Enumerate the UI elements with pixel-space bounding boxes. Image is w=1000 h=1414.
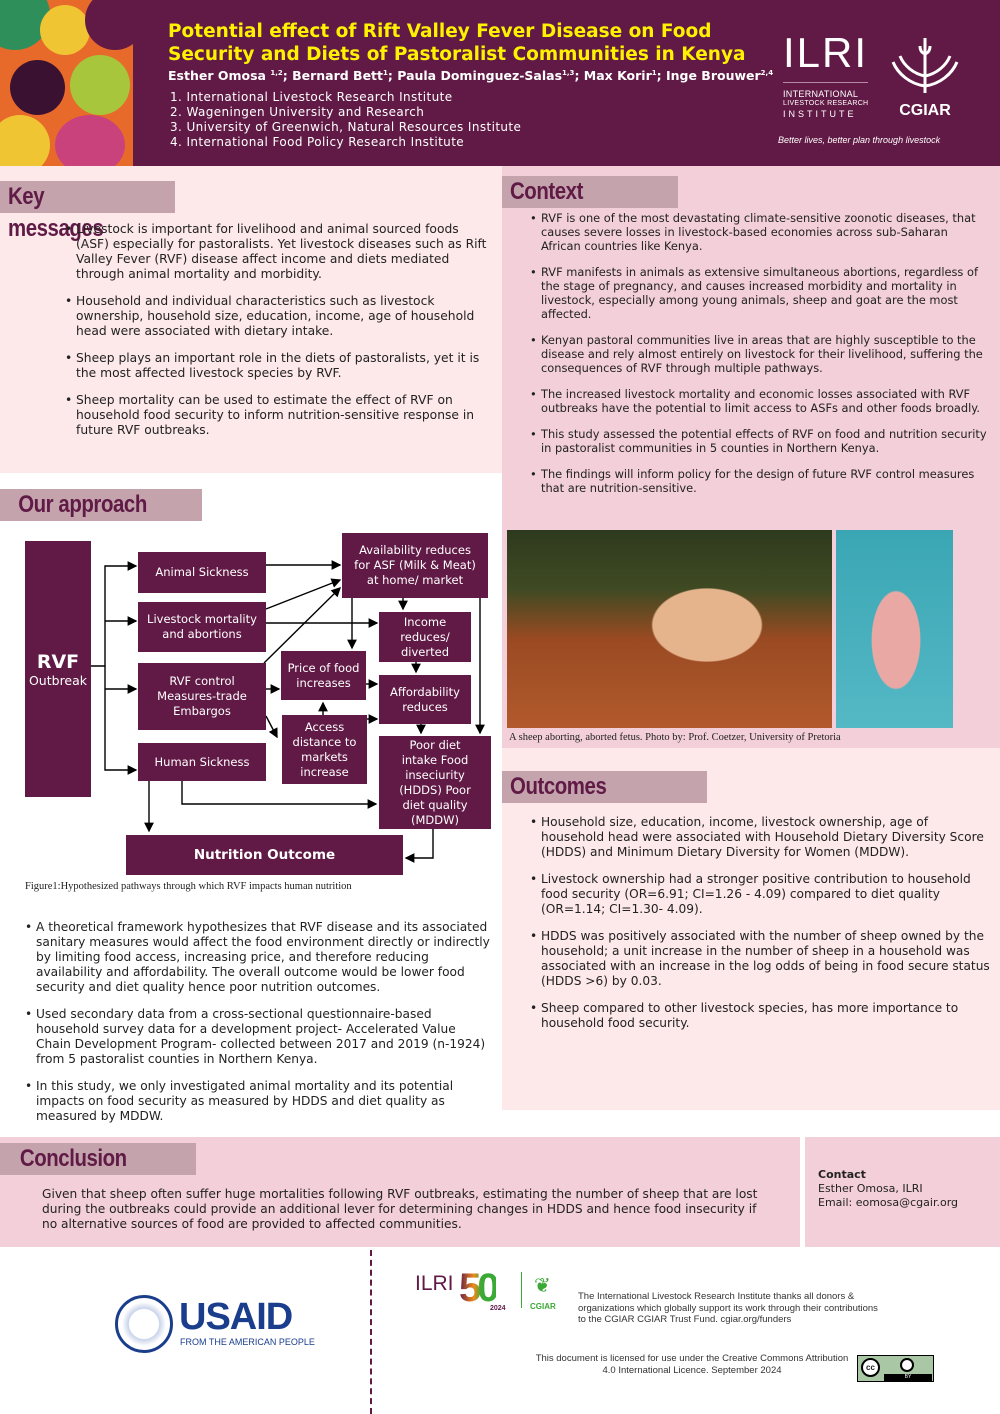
author-sup: 1: [383, 68, 388, 77]
ilri-sub: INTERNATIONAL: [783, 89, 859, 99]
rvf-outbreak-box: [25, 541, 91, 797]
author: ; Paula Dominguez-Salas: [387, 68, 563, 83]
bullet: • Livestock ownership had a stronger positive contribution to household food security (OR=6.91; CI=1.26 - 4.09) compared to diet quality (OR=1.14; CI=1.30- 4.09).: [530, 872, 990, 917]
availability-box: Availability reduces for ASF (Milk & Meat) at home/ market: [342, 533, 488, 598]
thanks-text: The International Livestock Research Institute thanks all donors & organizations which globally support its work through their contributions to the CGIAR CGIAR Trust Fund. cgiar.org/funders: [578, 1291, 878, 1325]
bullet: • The findings will inform policy for the design of future RVF control measures that are nutrition-sensitive.: [530, 467, 990, 495]
poster-title: Potential effect of Rift Valley Fever Disease on Food Security and Diets of Pastoralist Communities in Kenya: [168, 21, 746, 65]
author: ; Inge Brouwer: [656, 68, 761, 83]
ilri-sub: INSTITUTE: [783, 109, 857, 119]
ilri-sub: LIVESTOCK RESEARCH: [783, 100, 869, 107]
usaid-seal-icon: [115, 1295, 173, 1353]
bullet: • Used secondary data from a cross-sectional questionnaire-based household survey data for a development project- Accelerated Value Chain Development Program- collected between 2017 and 2019 (n-1924) from 5 pastoralist counties in Northern Kenya.: [25, 1007, 490, 1067]
affiliation: 2. Wageningen University and Research: [170, 105, 425, 119]
nutrition-outcome-box: Nutrition Outcome: [126, 835, 403, 875]
usaid-text: USAID: [179, 1296, 293, 1338]
ilri-logo-text: ILRI: [783, 29, 869, 76]
bullet: • RVF is one of the most devastating climate-sensitive zoonotic diseases, that causes severe losses in livestock-based economies across sub-Saharan African countries like Kenya.: [530, 211, 990, 253]
ilri-small-logo: ILRI: [415, 1272, 454, 1295]
key-messages-section: [0, 166, 502, 473]
bullet: • Kenyan pastoral communities live in areas that are highly susceptible to the disease and rely almost entirely on livestock for their livelihood, suffering the consequences of RVF through multiple pathways.: [530, 333, 990, 375]
attribution-icon: [900, 1358, 914, 1372]
figure-caption: Figure1:Hypothesized pathways through which RVF impacts human nutrition: [25, 881, 352, 892]
poor-diet-box: Poor diet intake Food inseciurity (HDDS) Poor diet quality (MDDW): [379, 736, 491, 829]
author-sup: 1,3: [562, 68, 575, 77]
livestock-mortality-box: Livestock mortality and abortions: [138, 602, 266, 652]
footer-divider: [370, 1250, 372, 1414]
by-label: BY: [884, 1374, 932, 1381]
affiliation: 1. International Livestock Research Institute: [170, 90, 453, 104]
contact-box: [805, 1137, 1000, 1247]
rvf-control-box: RVF control Measures-trade Embargos: [138, 663, 266, 730]
bullet: • This study assessed the potential effects of RVF on food and nutrition security in pastoralist communities in 5 counties in Northern Kenya.: [530, 427, 990, 455]
bullet: • Sheep compared to other livestock species, has more importance to household food security.: [530, 1001, 990, 1031]
heading-text: Outcomes: [510, 773, 607, 800]
tagline: Better lives, better plan through livestock: [778, 135, 941, 145]
price-box: Price of food increases: [281, 651, 366, 700]
bullet: • A theoretical framework hypothesizes that RVF disease and its associated sanitary measures would affect the food environment directly or indirectly by limiting food access, increasing price, and therefore reducing availability and affordability. The overall outcome would be lower food security and diet quality hence poor nutrition outcomes.: [25, 920, 490, 995]
cc-by-badge[interactable]: [857, 1355, 934, 1382]
bullet: • Sheep mortality can be used to estimate the effect of RVF on household food security to inform nutrition-sensitive response in future RVF outbreaks.: [65, 393, 490, 438]
bullet: • HDDS was positively associated with the number of sheep owned by the household; a unit increase in the number of sheep in a household was associated with an increase in the log odds of being in food secure status (HDDS >6) by 0.03.: [530, 929, 990, 989]
cgiar-text: CGIAR: [899, 102, 951, 119]
license-text: This document is licensed for use under the Creative Commons Attribution 4.0 International Licence. September 2024: [535, 1353, 849, 1376]
author: ; Max Korir: [574, 68, 652, 83]
animal-sickness-box: Animal Sickness: [138, 552, 266, 593]
contact-email[interactable]: Email: eomosa@cgair.org: [818, 1196, 959, 1209]
rvf-label: RVF: [36, 650, 80, 673]
affiliations: [170, 90, 521, 150]
heading-text: Context: [510, 178, 583, 205]
usaid-logo: [115, 1295, 315, 1355]
bullet: • Household and individual characteristics such as livestock ownership, household size, education, income, age of household head were associated with dietary intake.: [65, 294, 490, 339]
aborted-fetus-photo: [836, 530, 953, 728]
ilri-50-cgiar-logos: [415, 1266, 565, 1317]
conclusion-text: Given that sheep often suffer huge mortalities following RVF outbreaks, estimating the number of sheep that are lost during the outbreaks could provide an additional lever for determining changes in HDDS and hence food insecurity if no alternative sources of food are provided to affected communities.: [42, 1187, 758, 1231]
ilri-logo: [783, 30, 868, 119]
cgiar-logo: [890, 36, 960, 120]
bullet: • RVF manifests in animals as extensive simultaneous abortions, regardless of the stage of pregnancy, and causes increased morbidity and mortality in livestock, especially among young animals, sheep and goat are the most affected.: [530, 265, 990, 321]
photo-caption: A sheep aborting, aborted fetus. Photo by: Prof. Coetzer, University of Pretoria: [509, 732, 841, 743]
heading-text: Our approach: [18, 491, 147, 518]
income-box: Income reduces/ diverted: [379, 612, 471, 662]
section-heading: [0, 181, 175, 242]
decorative-art: [0, 0, 133, 166]
bullet: • Sheep plays an important role in the diets of pastoralists, yet it is the most affected livestock species by RVF.: [65, 351, 490, 381]
wheat-icon: ❦: [534, 1275, 551, 1297]
bullet: • Household size, education, income, livestock ownership, age of household head were associated with Household Dietary Diversity Score (HDDS) and Minimum Dietary Diversity for Women (MDDW).: [530, 815, 990, 860]
author-sup: 1,2: [270, 68, 283, 77]
authors: [168, 68, 773, 83]
section-heading: [0, 489, 202, 521]
cc-icon: cc: [861, 1358, 880, 1377]
affiliation: 4. International Food Policy Research Institute: [170, 135, 465, 149]
author-sup: 2,4: [760, 68, 774, 77]
year-label: 2024: [490, 1305, 506, 1312]
section-heading: [502, 771, 707, 803]
section-heading: [0, 1143, 196, 1175]
author: Esther Omosa: [168, 68, 271, 83]
wheat-icon: [890, 36, 960, 98]
bullet: • In this study, we only investigated animal mortality and its potential impacts on food security as measured by HDDS and diet quality as measured by MDDW.: [25, 1079, 490, 1124]
usaid-tagline: FROM THE AMERICAN PEOPLE: [180, 1337, 315, 1347]
author-sup: 1: [651, 68, 657, 77]
fifty-logo: 50: [459, 1266, 496, 1310]
affiliation: 3. University of Greenwich, Natural Resources Institute: [170, 120, 522, 134]
approach-bullets: [25, 920, 490, 1136]
section-heading: [502, 176, 678, 208]
author: ; Bernard Bett: [282, 68, 384, 83]
access-box: Access distance to markets increase: [282, 715, 367, 784]
header: [0, 0, 1000, 166]
bullet: • Livestock is important for livelihood and animal sourced foods (ASF) especially for pastoralists. Yet livestock diseases such as Rift Valley Fever (RVF) disease affect income and diets mediated through animal mortality and morbidity.: [65, 222, 490, 282]
affordability-box: Affordability reduces: [379, 675, 471, 724]
heading-text: Conclusion: [19, 1145, 127, 1172]
contact-name: Esther Omosa, ILRI: [818, 1182, 923, 1195]
heading-text: Key messages: [8, 183, 104, 242]
cgiar-small-logo: CGIAR: [530, 1302, 556, 1311]
bullet: • The increased livestock mortality and economic losses associated with RVF outbreaks have the potential to limit access to ASFs and other foods broadly.: [530, 387, 990, 415]
sheep-aborting-photo: [507, 530, 832, 728]
human-sickness-box: Human Sickness: [138, 743, 266, 781]
outcomes-section: [502, 748, 1000, 1110]
contact-label: Contact: [818, 1168, 866, 1181]
outbreak-label: Outbreak: [28, 672, 88, 688]
